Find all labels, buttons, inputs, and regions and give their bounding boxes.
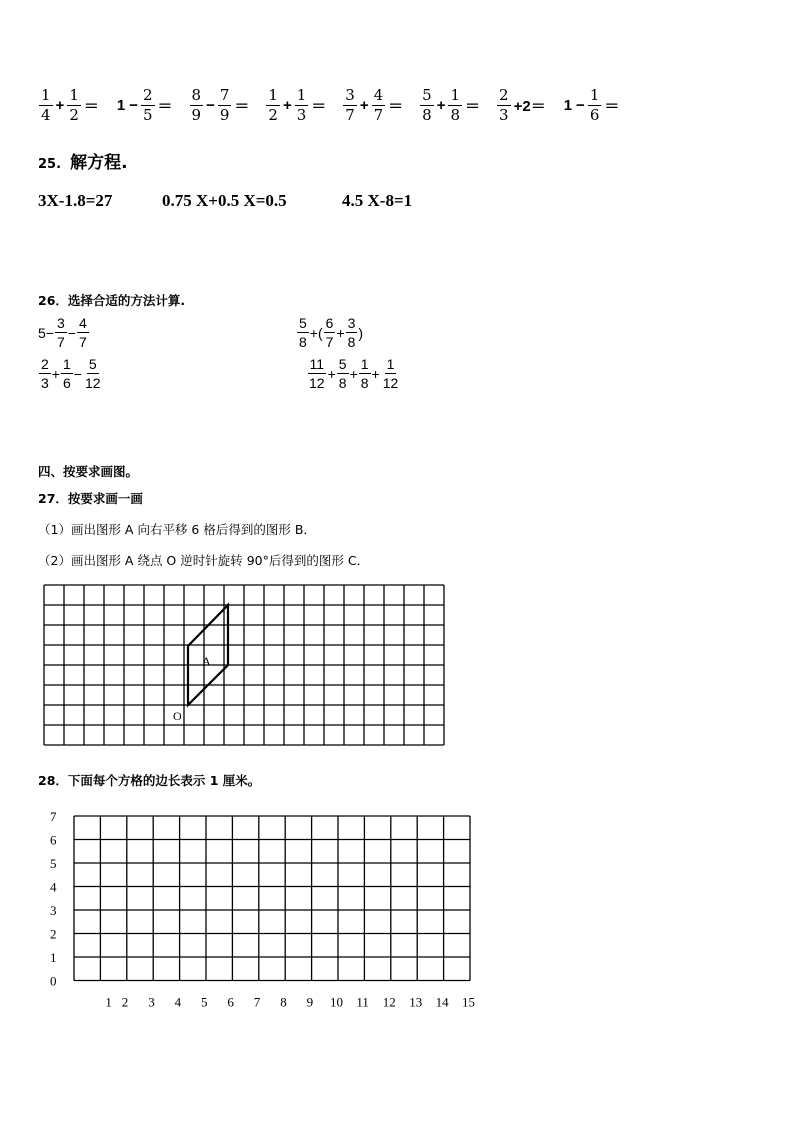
operator: + [336,324,345,341]
operator: ＝ [311,98,327,115]
fraction [218,88,232,123]
denominator: 12 [84,375,101,391]
denominator: 5 [142,106,153,124]
operator: ＝ [157,98,173,115]
x-axis-label: 4 [174,994,182,1010]
number: 1 [116,97,126,114]
denominator: 7 [345,106,355,124]
fraction [307,357,327,390]
fraction [67,88,81,123]
denominator: 8 [347,334,356,350]
numerator: 1 [69,86,79,104]
x-axis-label: 14 [435,994,449,1010]
fraction [372,88,386,123]
numerator: 4 [373,86,384,104]
x-axis-label: 11 [356,994,369,1010]
number: 1 [563,97,573,114]
numerator: 1 [268,86,278,104]
y-axis-label: 3 [50,903,57,918]
denominator: 7 [325,334,334,350]
y-axis-label: 4 [50,879,57,895]
operator: + [349,365,358,382]
fraction [141,88,155,123]
oral-calc-item [496,88,548,123]
operator: − [129,97,138,114]
numerator: 6 [325,315,334,331]
fraction [343,88,357,123]
operator: − [67,324,76,341]
calc-expression-1 [38,316,90,349]
q28-x-labels [105,995,475,1010]
fraction [420,88,434,123]
q27-title: 27．按要求画一画 [38,491,143,506]
q27-grid [42,583,447,753]
oral-calc-item [115,88,175,123]
fraction [346,316,358,349]
numerator: 3 [56,315,65,331]
denominator: 9 [219,106,230,124]
fraction [381,357,401,390]
x-axis-label: 1 [105,994,112,1010]
fraction [448,88,462,123]
denominator: 3 [296,106,307,124]
calc-expression-2 [296,316,363,349]
x-axis-label: 5 [201,994,208,1010]
x-axis-label: 12 [382,994,396,1010]
numerator: 5 [299,315,307,331]
y-axis-label: 2 [50,926,57,942]
x-axis-label: 13 [409,994,423,1010]
numerator: 3 [347,315,356,331]
calc-expression-3 [38,357,104,390]
fraction [266,88,280,123]
denominator: 8 [360,375,369,391]
oral-calc-item [562,88,622,123]
fraction [588,88,602,123]
operator: ＝ [604,98,620,115]
q28-grid-lines [74,816,470,981]
q27-grid-lines [44,585,444,745]
equation-2: 0.75 X+0.5 X=0.5 [162,191,287,210]
q25-number: 25. [38,157,62,172]
denominator: 2 [268,106,278,124]
numerator: 2 [41,356,49,372]
fraction [190,88,204,123]
point-o-label: O [173,709,182,723]
denominator: 3 [499,106,509,124]
fraction [359,357,371,390]
q25-heading [38,148,128,173]
y-axis-label: 5 [50,856,57,871]
x-axis-label: 6 [227,994,234,1010]
numerator: 1 [386,356,395,372]
operator: ＝ [83,98,99,115]
shape-a-label: A [202,654,211,668]
oral-calc-item [419,88,482,123]
operator: ) [358,324,364,341]
operator: + [359,97,369,114]
numerator: 3 [345,86,355,104]
fraction [337,357,349,390]
numerator: 2 [499,86,509,104]
x-axis-label: 2 [121,994,129,1010]
operator: + [436,97,446,114]
operator: − [206,97,215,114]
operator: +2＝ [513,98,546,115]
numerator: 1 [62,356,71,372]
fraction [324,316,336,349]
numerator: 4 [78,315,87,331]
denominator: 12 [382,375,399,391]
y-axis-label: 0 [50,973,57,989]
numerator: 1 [296,86,307,104]
numerator: 5 [338,356,347,372]
x-axis-label: 8 [280,994,287,1010]
operator: + [55,97,65,114]
denominator: 3 [41,375,49,391]
denominator: 7 [373,106,384,124]
q28-title: 28．下面每个方格的边长表示 1 厘米。 [38,773,261,788]
denominator: 8 [450,106,461,124]
number: 5 [38,324,46,341]
section-4-title: 四、按要求画图。 [38,464,139,479]
operator: − [45,324,54,341]
denominator: 2 [69,106,79,124]
denominator: 4 [41,106,51,124]
operator: − [73,365,82,382]
operator: − [576,97,585,114]
operator: + [371,365,380,382]
fraction [297,316,309,349]
denominator: 8 [299,334,307,350]
y-axis-label: 6 [50,832,57,848]
denominator: 6 [589,106,600,124]
numerator: 5 [422,86,432,104]
q27-task-1: （1）画出图形 A 向右平移 6 格后得到的图形 B． [38,522,316,537]
oral-calc-item [38,88,101,123]
q28-y-labels [50,809,57,989]
operator: ＝ [465,98,481,115]
fraction [295,88,309,123]
operator: + [51,365,60,382]
operator: + [282,97,292,114]
denominator: 8 [338,375,347,391]
x-axis-label: 9 [306,994,314,1010]
fraction [55,316,67,349]
numerator: 2 [142,86,153,104]
numerator: 1 [450,86,461,104]
numerator: 5 [88,356,97,372]
numerator: 1 [589,86,600,104]
numerator: 1 [360,356,369,372]
denominator: 6 [62,375,71,391]
x-axis-label: 3 [148,994,155,1010]
fraction [83,357,103,390]
numerator: 8 [191,86,202,104]
operator: ＝ [234,98,250,115]
numerator: 1 [41,86,51,104]
equation-3: 4.5 X-8=1 [342,191,413,210]
fraction [77,316,89,349]
denominator: 12 [309,375,325,391]
fraction [61,357,73,390]
numerator: 7 [219,86,230,104]
fraction [497,88,511,123]
oral-calc-item [189,88,252,123]
q28-grid [42,806,482,1011]
operator: +( [309,324,323,341]
y-axis-label: 7 [50,809,57,824]
denominator: 7 [56,334,65,350]
operator: + [327,365,336,382]
oral-calc-item [342,88,405,123]
numerator: 11 [309,356,325,372]
y-axis-label: 1 [50,950,57,965]
x-axis-label: 7 [253,994,261,1010]
denominator: 8 [422,106,432,124]
q27-task-2: （2）画出图形 A 绕点 O 逆时针旋转 90°后得到的图形 C． [38,553,370,568]
x-axis-label: 10 [330,994,343,1010]
operator: ＝ [388,98,404,115]
q26-title: 26．选择合适的方法计算. [38,293,186,308]
oral-calculation-row [38,88,635,123]
equation-1: 3X-1.8=27 [38,191,113,210]
denominator: 7 [78,334,87,350]
q25-title: 解方程. [70,153,128,173]
fraction [39,357,51,390]
calc-expression-4 [306,357,401,390]
oral-calc-item [265,88,328,123]
fraction [39,88,53,123]
x-axis-label: 15 [462,994,475,1010]
denominator: 9 [191,106,202,124]
